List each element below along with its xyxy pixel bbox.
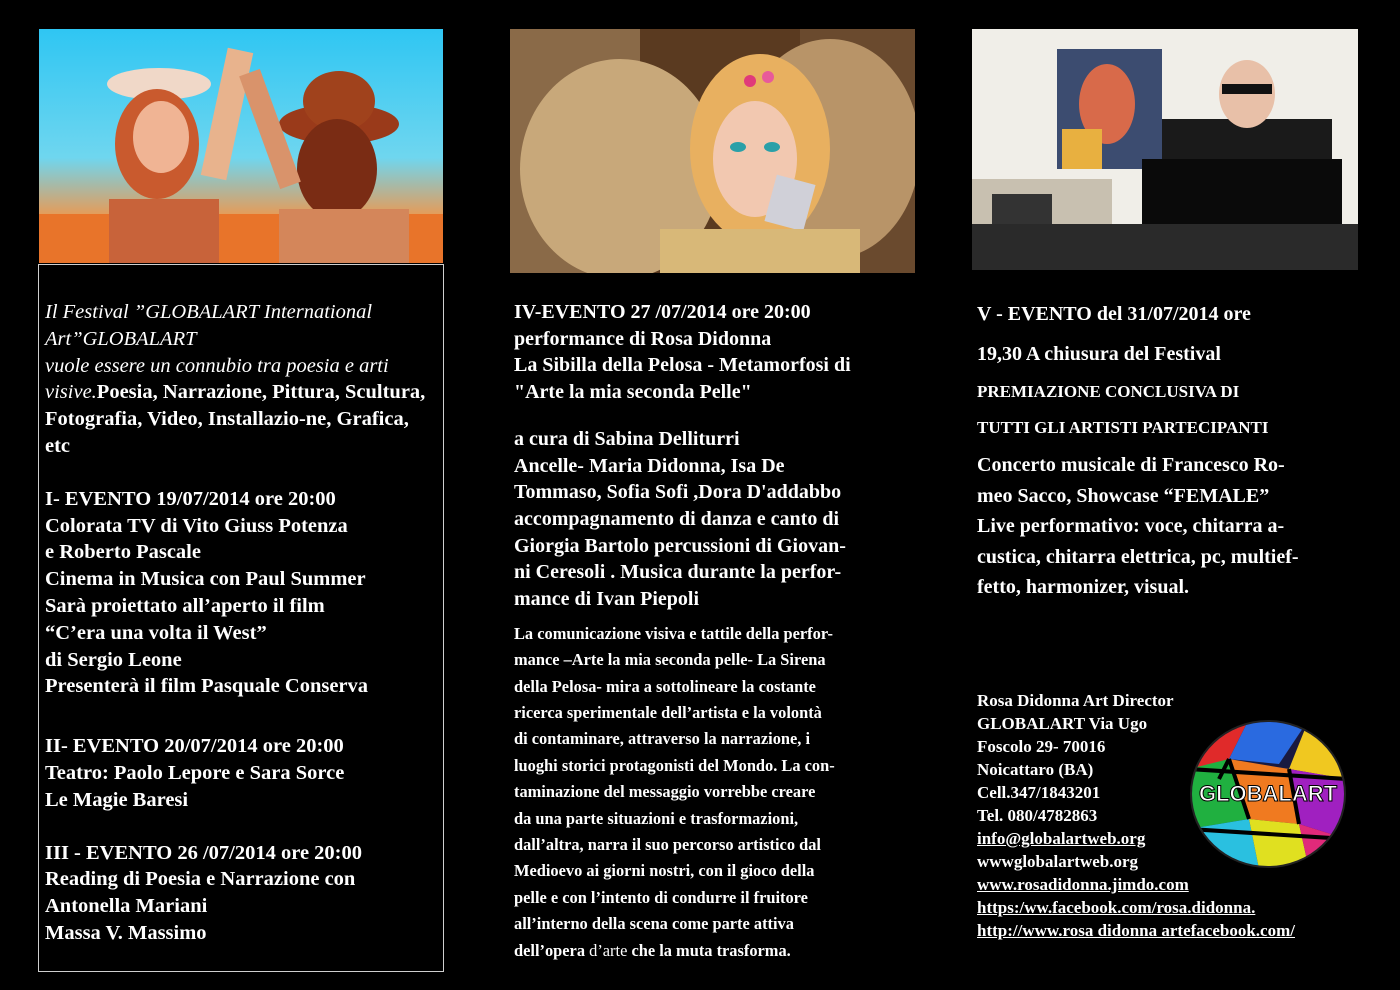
column-event-5 [977,294,1367,603]
email-link[interactable]: info@globalartweb.org [977,829,1146,848]
description-line: luoghi storici protagonisti del Mondo. La con- [514,755,835,775]
description-last-c: che la muta trasforma. [627,940,791,960]
award-ceremony [977,374,1367,446]
event-2-line: Le Magie Baresi [45,788,189,811]
event-3-line: Reading di Poesia e Narrazione con [45,868,356,891]
logo-text: GLOBALART [1198,781,1338,806]
event-3-title: III - EVENTO 26 /07/2014 ore 20:00 [45,841,363,864]
credits-line: Tommaso, Sofia Sofi ,Dora D'addabbo [514,481,842,504]
website-text: wwwglobalartweb.org [977,852,1139,871]
description-line: dall’altra, narra il suo percorso artistico dal [514,834,821,854]
intro-italic-2: vuole essere un connubio tra poesia e arti visive. [45,354,389,404]
concert-photo [972,29,1358,270]
column-event-4 [514,299,914,964]
event-1-line: Cinema in Musica con Paul Summer [45,568,366,591]
description-last-b: d’arte [589,940,628,960]
jimdo-link[interactable]: www.rosadidonna.jimdo.com [977,875,1189,894]
credits-line: mance di Ivan Piepoli [514,588,700,611]
event-1-title: I- EVENTO 19/07/2014 ore 20:00 [45,487,336,510]
western-film-photo [39,29,443,263]
concert-line: Live performativo: voce, chitarra a- [977,515,1285,537]
description-line: pelle e con l’intento di condurre il fruitore [514,887,808,907]
contact-line: Noicattaro (BA) [977,760,1094,779]
globalart-logo [1189,719,1347,869]
description-line: ricerca sperimentale dell’artista e la volontà [514,702,822,722]
concert-info [977,450,1367,603]
concert-line: fetto, harmonizer, visual. [977,576,1190,598]
description-line: all’interno della scena come parte attiva [514,914,794,934]
event-1 [45,486,437,700]
event-3 [45,840,437,947]
event-4-line: performance di Rosa Didonna [514,327,772,350]
award-line: TUTTI GLI ARTISTI PARTECIPANTI [977,418,1269,437]
intro-rest: Poesia, Narrazione, Pittura, Scultura, Fotografia, Video, Installazio-ne, Grafica, etc [45,381,426,457]
facebook-link[interactable]: https:/ww.facebook.com/rosa.didonna. [977,898,1256,917]
concert-line: meo Sacco, Showcase “FEMALE” [977,484,1270,507]
concert-line: Concerto musicale di Francesco Ro- [977,454,1285,476]
event-4-credits [514,426,914,613]
event-4-description [514,621,914,964]
contact-line: GLOBALART Via Ugo [977,714,1148,733]
credits-line: a cura di Sabina Delliturri [514,427,740,450]
contact-line: Foscolo 29- 70016 [977,737,1106,756]
award-line: PREMIAZIONE CONCLUSIVA DI [977,382,1240,401]
credits-line: ni Ceresoli . Musica durante la perfor- [514,561,842,584]
event-1-line: Colorata TV di Vito Giuss Potenza [45,514,348,537]
event-5-title: V - EVENTO del 31/07/2014 ore [977,303,1251,325]
contact-line: Rosa Didonna Art Director [977,691,1174,710]
description-line: di contaminare, attraverso la narrazione, i [514,729,811,749]
contact-phone: Cell.347/1843201 [977,783,1101,802]
description-line: mance –Arte la mia seconda pelle- La Sirena [514,650,826,670]
description-line: Medioevo ai giorni nostri, con il gioco della [514,861,815,881]
description-line: della Pelosa- mira a sottolineare la costante [514,676,816,696]
event-1-line: Presenterà il film Pasquale Conserva [45,675,369,698]
credits-line: Ancelle- Maria Didonna, Isa De [514,454,785,477]
event-4-line: "Arte la mia seconda Pelle" [514,381,752,404]
event-1-line: Sarà proiettato all’aperto il film [45,594,325,617]
event-3-line: Massa V. Massimo [45,921,207,944]
event-4-line: La Sibilla della Pelosa - Metamorfosi di [514,354,851,377]
event-1-line: “C’era una volta il West” [45,621,267,644]
description-line: taminazione del messaggio vorrebbe creare [514,782,816,802]
event-4-title: IV-EVENTO 27 /07/2014 ore 20:00 [514,301,811,323]
event-3-line: Antonella Mariani [45,895,208,918]
description-last-a: dell’opera [514,940,590,960]
description-line: La comunicazione visiva e tattile della perfor- [514,623,833,643]
concert-line: custica, chitarra elettrica, pc, multief- [977,545,1299,568]
credits-line: accompagnamento di danza e canto di [514,507,839,530]
contact-tel: Tel. 080/4782863 [977,806,1098,825]
column-events-1-3 [38,264,444,972]
facebook-art-link[interactable]: http://www.rosa didonna artefacebook.com/ [977,921,1295,940]
event-2 [45,733,437,813]
event-5 [977,294,1367,374]
festival-intro [45,299,437,460]
event-2-line: Teatro: Paolo Lepore e Sara Sorce [45,761,345,784]
event-1-line: e Roberto Pascale [45,541,201,564]
intro-italic: Il Festival ”GLOBALART International Art”GLOBALART [45,301,373,350]
performance-photo [510,29,915,273]
credits-line: Giorgia Bartolo percussioni di Giovan- [514,534,846,557]
event-1-line: di Sergio Leone [45,648,182,671]
event-2-title: II- EVENTO 20/07/2014 ore 20:00 [45,735,344,758]
description-line: da una parte situazioni e trasformazioni, [514,808,799,828]
event-4 [514,299,914,406]
event-5-line: 19,30 A chiusura del Festival [977,343,1221,365]
